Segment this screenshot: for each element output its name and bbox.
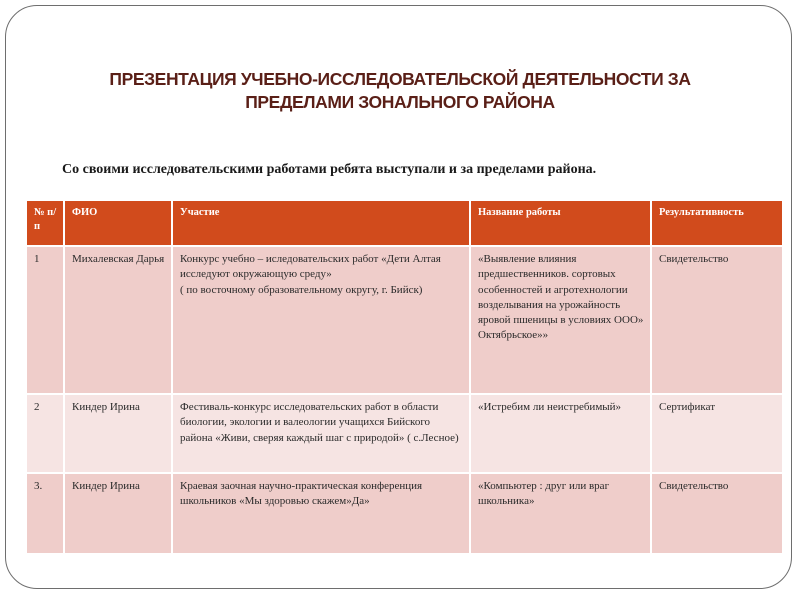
cell-name: Михалевская Дарья — [64, 246, 172, 394]
cell-result: Свидетельство — [651, 473, 783, 554]
cell-participation: Фестиваль-конкурс исследовательских работ в области биологии, экологии и валеологии учащихся Бийского района «Живи, сверяя каждый шаг с природой» ( с.Лесное) — [172, 394, 470, 473]
slide-title-line-2: ПРЕДЕЛАМИ ЗОНАЛЬНОГО РАЙОНА — [245, 92, 555, 112]
participation-text: Конкурс учебно – иследовательских работ «Дети Алтая исследуют окружающую среду» ( по восточному образовательному округу, г. Бийск) — [180, 253, 441, 296]
slide-title — [30, 68, 770, 114]
table-row — [26, 246, 783, 394]
cell-work-title: «Выявление влияния предшественников. сортовых особенностей и агротехнологии возделывания на урожайность яровой пшеницы в условиях ООО» Октябрьское»» — [470, 246, 651, 394]
header-result: Результативность — [651, 200, 783, 246]
header-work-title: Название работы — [470, 200, 651, 246]
header-participation: Участие — [172, 200, 470, 246]
cell-result: Свидетельство — [651, 246, 783, 394]
header-num: № п/п — [26, 200, 64, 246]
cell-num: 2 — [26, 394, 64, 473]
slide-subtitle: Со своими исследовательскими работами ребята выступали и за пределами района. — [62, 162, 597, 177]
cell-name: Киндер Ирина — [64, 394, 172, 473]
table-row — [26, 394, 783, 473]
cell-work-title: «Компьютер : друг или враг школьника» — [470, 473, 651, 554]
cell-num: 3. — [26, 473, 64, 554]
cell-name: Киндер Ирина — [64, 473, 172, 554]
table-row — [26, 473, 783, 554]
cell-result: Сертификат — [651, 394, 783, 473]
cell-participation: Краевая заочная научно-практическая конференция школьников «Мы здоровью скажем»Да» — [172, 473, 470, 554]
cell-num: 1 — [26, 246, 64, 394]
header-name: ФИО — [64, 200, 172, 246]
cell-participation — [172, 246, 470, 394]
table-header-row — [26, 200, 783, 246]
results-table — [25, 199, 784, 555]
cell-work-title: «Истребим ли неистребимый» — [470, 394, 651, 473]
slide-title-line-1: ПРЕЗЕНТАЦИЯ УЧЕБНО-ИССЛЕДОВАТЕЛЬСКОЙ ДЕЯТЕЛЬНОСТИ ЗА — [109, 69, 691, 89]
